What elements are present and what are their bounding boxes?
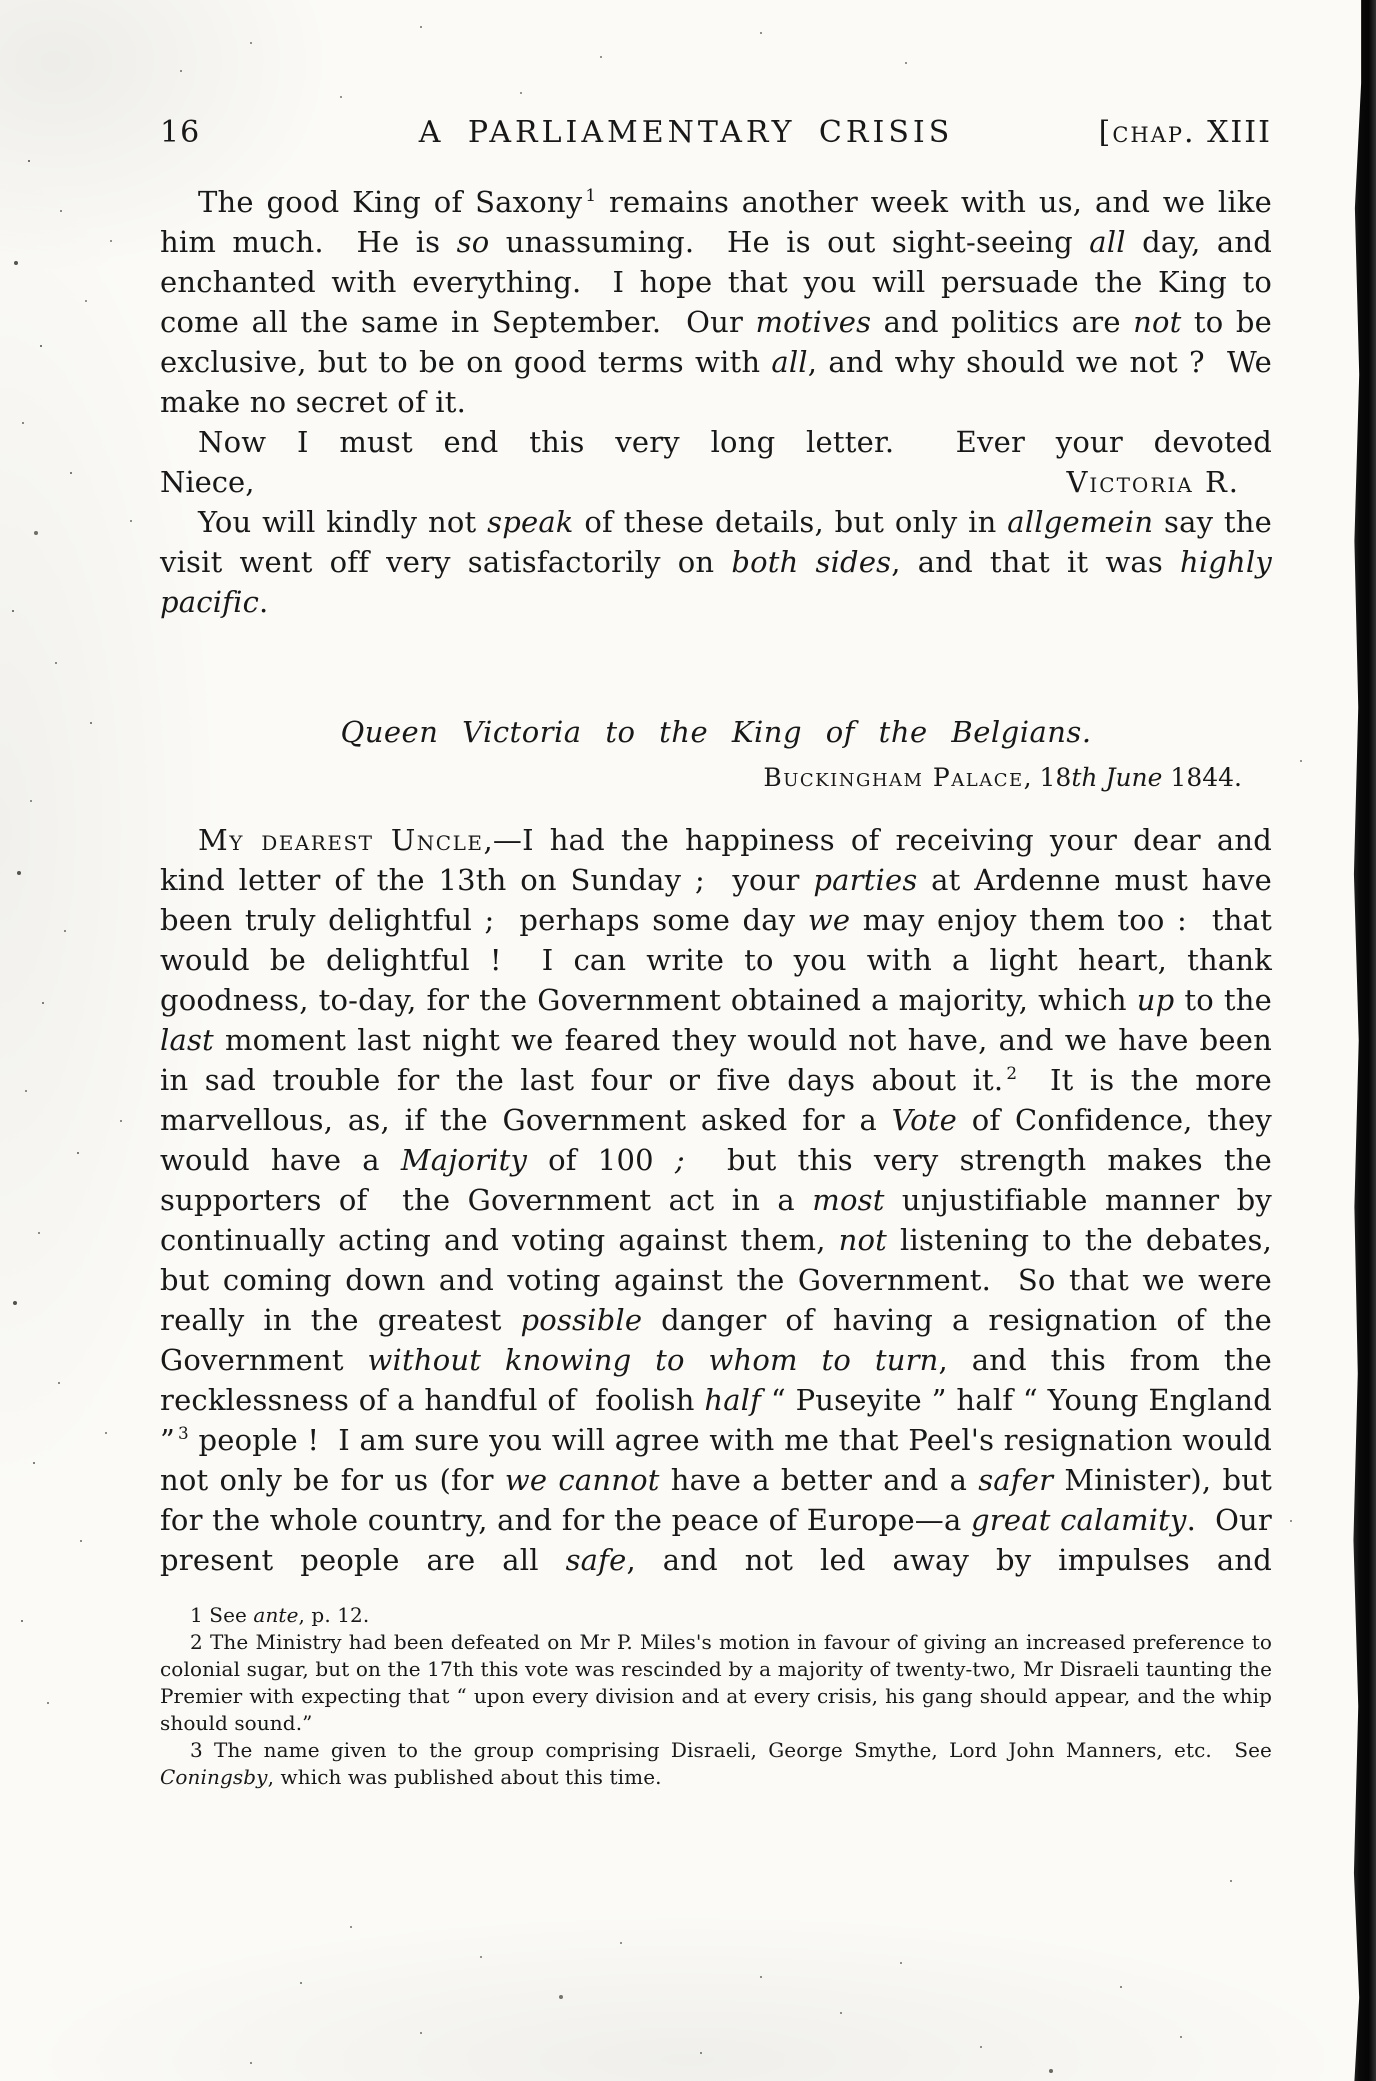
text-segment: It is the more marvellous, as, if the Government asked for a (160, 1063, 1282, 1137)
text-segment: highly pacific (160, 545, 1282, 619)
running-title: A PARLIAMENTARY CRISIS (418, 115, 954, 150)
text-segment: speak (487, 505, 574, 539)
text-segment: , 18 (1023, 763, 1072, 792)
footnotes (160, 1602, 1279, 1791)
text-segment: moment last night we feared they would not have, and we have been in sad trouble for the last four or five days about it. (160, 1023, 1282, 1097)
text-segment: up (1136, 983, 1175, 1017)
text-segment: danger of having a resignation of the Government (160, 1303, 1282, 1377)
text-segment: unassuming. He is out sight-seeing (489, 225, 1090, 259)
letter-body (160, 820, 1282, 1580)
text-segment: My dearest Uncle (198, 823, 484, 857)
text-segment: have a better and a (659, 1463, 979, 1497)
text-segment: ante (253, 1603, 299, 1627)
signature-name: Victoria R. (1066, 465, 1240, 499)
text-segment: we (807, 903, 851, 937)
text-segment: not (1133, 305, 1182, 339)
text-segment: , which was published about this time. (267, 1765, 662, 1789)
text-segment: half (704, 1383, 762, 1417)
text-segment: not (838, 1223, 888, 1257)
text-segment: Minister), but for the whole country, and for the peace of Europe—a (160, 1463, 1282, 1537)
text-segment: possible (520, 1303, 643, 1337)
text-segment: 1 (585, 185, 597, 206)
text-segment: unjustifiable manner by continually acting and voting against them, (160, 1183, 1282, 1257)
page-content (160, 112, 1282, 1791)
text-segment: parties (813, 863, 918, 897)
text-segment: The good King of Saxony (198, 185, 583, 219)
text-segment: 1844. (1162, 763, 1242, 792)
text-segment: of Confidence, they would have a (160, 1103, 1282, 1177)
text-segment: 2 The Ministry had been defeated on Mr P. Miles's motion in favour of giving an increased preference to colonial sugar, but on the 17th this vote was rescinded by a majority of twenty-two, Mr Disraeli taunting the Premier with expecting that “ upon every division and at every crisis, his gang should appear, and the whip should sound.” (160, 1630, 1279, 1735)
letter-heading: Queen Victoria to the King of the Belgians. (340, 715, 1092, 749)
text-segment: safe (565, 1543, 627, 1577)
text-segment: of 100 (527, 1143, 675, 1177)
text-segment: and politics are (871, 305, 1134, 339)
footnote-2 (160, 1629, 1279, 1737)
text-segment: 2 (1006, 1063, 1018, 1084)
text-segment: listening to the debates, but coming down and voting against the Government. So that we were really in the greatest (160, 1223, 1282, 1337)
text-segment: Coningsby (160, 1765, 268, 1789)
text-segment: , and not led away by impulses and (626, 1543, 1272, 1577)
paragraph-closing (160, 422, 1272, 462)
text-segment: to be exclusive, but to be on good terms with (160, 305, 1282, 379)
text-segment: th (1071, 763, 1098, 792)
text-segment: we cannot (504, 1463, 660, 1497)
text-segment: great calamity (971, 1503, 1187, 1537)
text-segment: remains another week with us, and we like him much. He is (160, 185, 1282, 259)
running-header (160, 112, 1272, 154)
text-segment: say the visit went off very satisfactorily on (160, 505, 1282, 579)
scan-edge-bar (1352, 0, 1376, 2081)
text-segment: , and this from the recklessness of a handful of foolish (160, 1343, 1282, 1417)
footnote-3 (160, 1737, 1279, 1791)
text-segment: allgemein (1007, 505, 1154, 539)
text-segment: , and that it was (891, 545, 1180, 579)
text-segment: safer (978, 1463, 1054, 1497)
text-segment: 3 (178, 1423, 189, 1444)
letter-dateline (160, 760, 1272, 796)
text-segment: but this very strength makes the supporters of the Government act in a (160, 1143, 1282, 1217)
text-segment: most (812, 1183, 885, 1217)
text-segment: without knowing to whom to turn (367, 1343, 939, 1377)
text-segment: . (259, 585, 269, 619)
text-segment: 1 See (190, 1603, 254, 1627)
text-segment: , and why should we not ? We make no secret of it. (160, 345, 1282, 419)
text-segment: day, and enchanted with everything. I hope that you will persuade the King to come all the same in September. Our (160, 225, 1282, 339)
footnote-1 (160, 1602, 1272, 1629)
signature-left: Niece, (160, 465, 255, 499)
text-segment: , p. 12. (298, 1603, 370, 1627)
text-segment: all (771, 345, 808, 379)
text-segment: of these details, but only in (573, 505, 1008, 539)
paragraph-postscript (160, 502, 1282, 622)
text-segment: people ! I am sure you will agree with me that Peel's resignation would not only be for us (for (160, 1423, 1282, 1497)
signature-row (160, 462, 1272, 502)
text-segment: Majority (400, 1143, 528, 1177)
text-segment: may enjoy them too : that would be delightful ! I can write to you with a light heart, thank goodness, to-day, for the Government obtained a majority, which (160, 903, 1282, 1017)
text-segment: . Our present people are all (160, 1503, 1282, 1577)
text-segment: so (456, 225, 490, 259)
text-segment: June (1105, 763, 1163, 792)
text-segment: last (160, 1023, 214, 1057)
page-number: 16 (160, 115, 201, 150)
text-segment: ; (674, 1143, 685, 1177)
paragraph-saxony (160, 182, 1282, 422)
text-segment: ,—I had the happiness of receiving your dear and kind letter of the 13th on Sunday ; your (160, 823, 1282, 897)
text-segment: both sides (731, 545, 892, 579)
text-segment: Now I must end this very long letter. Ever your devoted (198, 425, 1272, 459)
text-segment: to the (1174, 983, 1282, 1017)
text-segment: 3 The name given to the group comprising Disraeli, George Smythe, Lord John Manners, etc. See (190, 1738, 1279, 1762)
text-segment: motives (755, 305, 872, 339)
text-segment: at Ardenne must have been truly delightful ; perhaps some day (160, 863, 1282, 937)
text-segment: “ Puseyite ” half “ Young England ” (160, 1383, 1282, 1457)
text-segment: Buckingham Palace (763, 763, 1024, 792)
text-segment: all (1089, 225, 1126, 259)
text-segment: Vote (891, 1103, 958, 1137)
chapter-marker: [chap. XIII (1098, 115, 1272, 150)
text-segment: You will kindly not (198, 505, 488, 539)
scan-noise (0, 0, 2, 2)
